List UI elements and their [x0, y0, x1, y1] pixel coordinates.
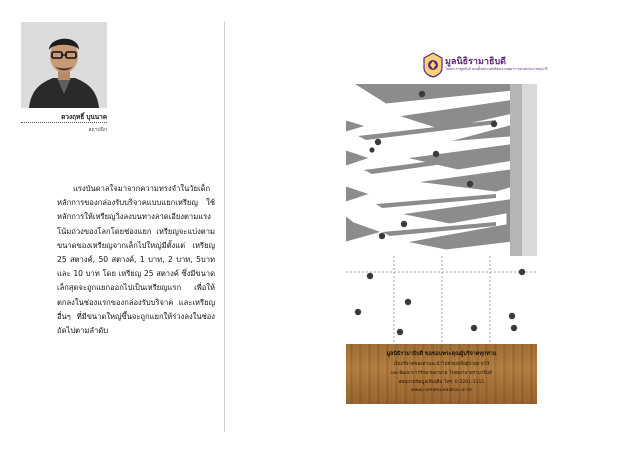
name-underline — [21, 122, 107, 123]
plaque-line: สอบถามข้อมูลเพิ่มเติม โทร. 0-2201-1111 — [398, 380, 485, 385]
wooden-base — [346, 344, 537, 404]
donation-box-drawing — [346, 46, 548, 404]
author-role: สถาปนิก — [88, 127, 107, 133]
portrait-illustration — [21, 22, 107, 108]
plaque-title: มูลนิธิรามาธิบดี ขอขอบพระคุณผู้บริจาคทุกท่าน — [386, 351, 497, 357]
author-name: ดวงฤทธิ์ บุนนาค — [61, 113, 107, 121]
foundation-logo — [423, 52, 548, 78]
foundation-name: มูลนิธิรามาธิบดี — [445, 57, 507, 67]
foundation-subtitle: ในพระราชูปถัมภ์ สมเด็จพระเทพรัตนราชสุดาฯ สยามบรมราชกุมารี — [445, 67, 548, 71]
column-divider — [224, 22, 225, 432]
article-body: แรงบันดาลใจมาจากความทรงจำในวัยเด็ก หลักการของกล่องรับบริจาคแบบแยกเหรียญ ใช้หลักการให้เหรียญวิ่งลงบนทางลาดเอียงตามแรงโน้มถ่วงของโลกโดยช่องแยก เหรียญจะแบ่งตามขนาดของเหรียญจากเล็กไปใหญ่มีตั้งแต่ เหรียญ 25 สตางค์, 50 สตางค์, 1 บาท, 2 บาท, 5บาท และ 10 บาท โดย เหรียญ 25 สตางค์ ซึ่งมีขนาดเล็กสุดจะถูกแยกออกไปเป็นเหรียญแรก เพื่อให้ตกลงในช่องแรกของกล่องรับบริจาค และเหรียญอื่นๆ ที่มีขนาดใหญ่ขึ้นจะถูกแยกให้ร่วงลงในช่องถัดไปตามลำดับ — [57, 184, 215, 336]
plaque-line: เงินบริจาคของท่านจะนำไปช่วยเหลือผู้ป่วยยากไร้ — [393, 362, 490, 367]
plaque-line: www.ramafoundation.or.th — [411, 388, 472, 393]
author-photo — [21, 22, 107, 108]
plaque-line: และพัฒนาการรักษาพยาบาล โรงพยาบาลรามาธิบดี — [390, 371, 493, 376]
crest-icon — [423, 52, 443, 78]
